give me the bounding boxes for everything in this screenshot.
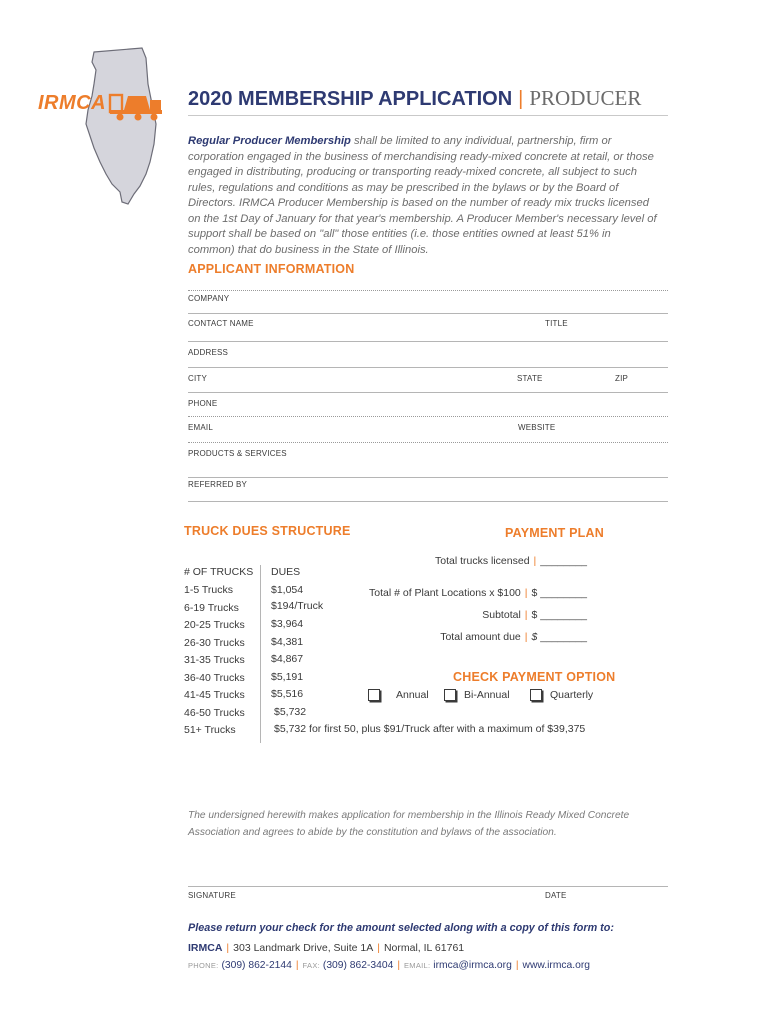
website-link[interactable]: www.irmca.org [522,960,591,971]
company-field[interactable] [188,313,668,314]
plant-locations-input[interactable]: ________ [540,587,587,599]
plant-locations-row: Total # of Plant Locations x $100 | $ ________ [369,587,587,599]
fax-key: FAX: [302,961,321,970]
dues-row-amount: $3,964 [271,618,304,630]
email-key: EMAIL: [404,961,431,970]
dues-row-amount: $5,732 for first 50, plus $91/Truck after with a maximum of $39,375 [274,723,586,735]
checkbox-icon[interactable] [368,689,380,701]
address-field[interactable] [188,367,668,368]
city-address: Normal, IL 61761 [383,942,465,954]
signature-field[interactable] [188,886,668,887]
mixer-truck-icon [108,92,164,122]
fax-number: (309) 862-3404 [322,960,394,971]
total-trucks-row: Total trucks licensed | ________ [435,555,587,567]
truck-dues-heading: TRUCK DUES STRUCTURE [184,524,351,538]
org-name: IRMCA [188,942,223,954]
dues-row-amount: $5,732 [274,706,307,718]
col-dues-header: DUES [271,566,301,578]
phone-field[interactable] [188,416,668,417]
col-trucks-header: # OF TRUCKS [184,566,254,578]
total-due-input[interactable]: ________ [540,631,587,643]
date-label: DATE [545,891,567,900]
mailing-address: IRMCA | 303 Landmark Drive, Suite 1A | Normal, IL 61761 [188,942,465,954]
applicant-heading: APPLICANT INFORMATION [188,262,355,276]
option-label: Annual [396,689,429,701]
company-label: COMPANY [188,294,230,303]
title-separator: | [518,88,524,110]
section-divider [188,290,668,291]
intro-paragraph [188,134,658,258]
email-label: EMAIL [188,423,214,432]
page-title [188,86,641,111]
intro-body: shall be limited to any individual, partnership, firm or corporation engaged in the business of merchandising ready-mixed concrete at retail, or those engaged in distributing, producing or transporting ready-mixed concrete, all subject to such rules, regulations and conditions as may be prescribed in the bylaws or by the Board of Directors. IRMCA Producer Membership is based on the number of ready mix trucks licensed on the 1st Day of January for that year's membership. A Producer Member's necessary level of support shall be based on "all" those entities (i.e. those entities owned at least 51% in common) that do business in the State of Illinois. [188,135,657,256]
dues-row-trucks: 41-45 Trucks [184,689,245,701]
title-main: 2020 MEMBERSHIP APPLICATION [188,88,513,110]
phone-number: (309) 862-2144 [221,960,292,971]
city-state-zip-field[interactable] [188,392,668,393]
return-instructions: Please return your check for the amount selected along with a copy of this form to: [188,922,614,934]
title-divider [188,115,668,116]
dues-row-amount: $194/Truck [271,600,324,612]
total-trucks-input[interactable]: ________ [540,555,587,567]
illinois-map-icon [84,44,164,209]
total-due-label: Total amount due [440,631,521,643]
email-website-field[interactable] [188,442,668,443]
dues-row-amount: $1,054 [271,584,304,596]
phone-label: PHONE [188,399,218,408]
dues-column-divider [260,565,261,743]
currency-symbol: $ [531,631,538,643]
street-address: 303 Landmark Drive, Suite 1A [233,942,374,954]
title-label: TITLE [545,319,568,328]
title-subtitle: PRODUCER [529,86,642,110]
dues-row-trucks: 31-35 Trucks [184,654,245,666]
option-bi-annual[interactable] [444,689,510,701]
intro-lead: Regular Producer Membership [188,135,351,147]
irmca-logo: IRMCA [38,92,107,114]
email-link[interactable]: irmca@irmca.org [433,960,512,971]
dues-row-trucks: 1-5 Trucks [184,584,234,596]
referred-by-field[interactable] [188,501,668,502]
address-label: ADDRESS [188,348,229,357]
check-payment-heading: CHECK PAYMENT OPTION [453,670,616,684]
contact-name-field[interactable] [188,341,668,342]
currency-symbol: $ [531,609,538,621]
option-label: Quarterly [550,689,594,701]
contact-line: PHONE: (309) 862-2144 | FAX: (309) 862-3404 | EMAIL: irmca@irmca.org | www.irmca.org [188,960,591,971]
dues-row-trucks: 6-19 Trucks [184,602,239,614]
city-label: CITY [188,374,208,383]
option-label: Bi-Annual [464,689,510,701]
referred-by-label: REFERRED BY [188,480,248,489]
option-annual[interactable] [368,689,429,701]
plant-locations-label: Total # of Plant Locations x $100 [369,587,521,599]
checkbox-icon[interactable] [444,689,456,701]
total-due-row: Total amount due | $ ________ [440,631,587,643]
option-quarterly[interactable] [530,689,593,701]
currency-symbol: $ [531,587,538,599]
dues-row-amount: $4,867 [271,653,304,665]
dues-row-trucks: 51+ Trucks [184,724,236,736]
checkbox-icon[interactable] [530,689,542,701]
payment-plan-heading: PAYMENT PLAN [505,526,604,540]
dues-row-trucks: 46-50 Trucks [184,707,245,719]
dues-row-amount: $4,381 [271,636,304,648]
zip-label: ZIP [615,374,629,383]
subtotal-row: Subtotal | $ ________ [482,609,587,621]
dues-row-trucks: 26-30 Trucks [184,637,245,649]
signature-label: SIGNATURE [188,891,236,900]
subtotal-input[interactable]: ________ [540,609,587,621]
website-label: WEBSITE [518,423,556,432]
agreement-text: The undersigned herewith makes application for membership in the Illinois Ready Mixed Concrete Association and agrees to abide by the constitution and bylaws of the association. [188,810,630,838]
dues-row-trucks: 20-25 Trucks [184,619,245,631]
subtotal-label: Subtotal [482,609,521,621]
products-field[interactable] [188,477,668,478]
state-label: STATE [517,374,543,383]
dues-row-amount: $5,191 [271,671,304,683]
total-trucks-label: Total trucks licensed [435,555,530,567]
dues-row-amount: $5,516 [271,688,304,700]
products-label: PRODUCTS & SERVICES [188,449,287,458]
contact-name-label: CONTACT NAME [188,319,254,328]
dues-row-trucks: 36-40 Trucks [184,672,245,684]
phone-key: PHONE: [188,961,219,970]
